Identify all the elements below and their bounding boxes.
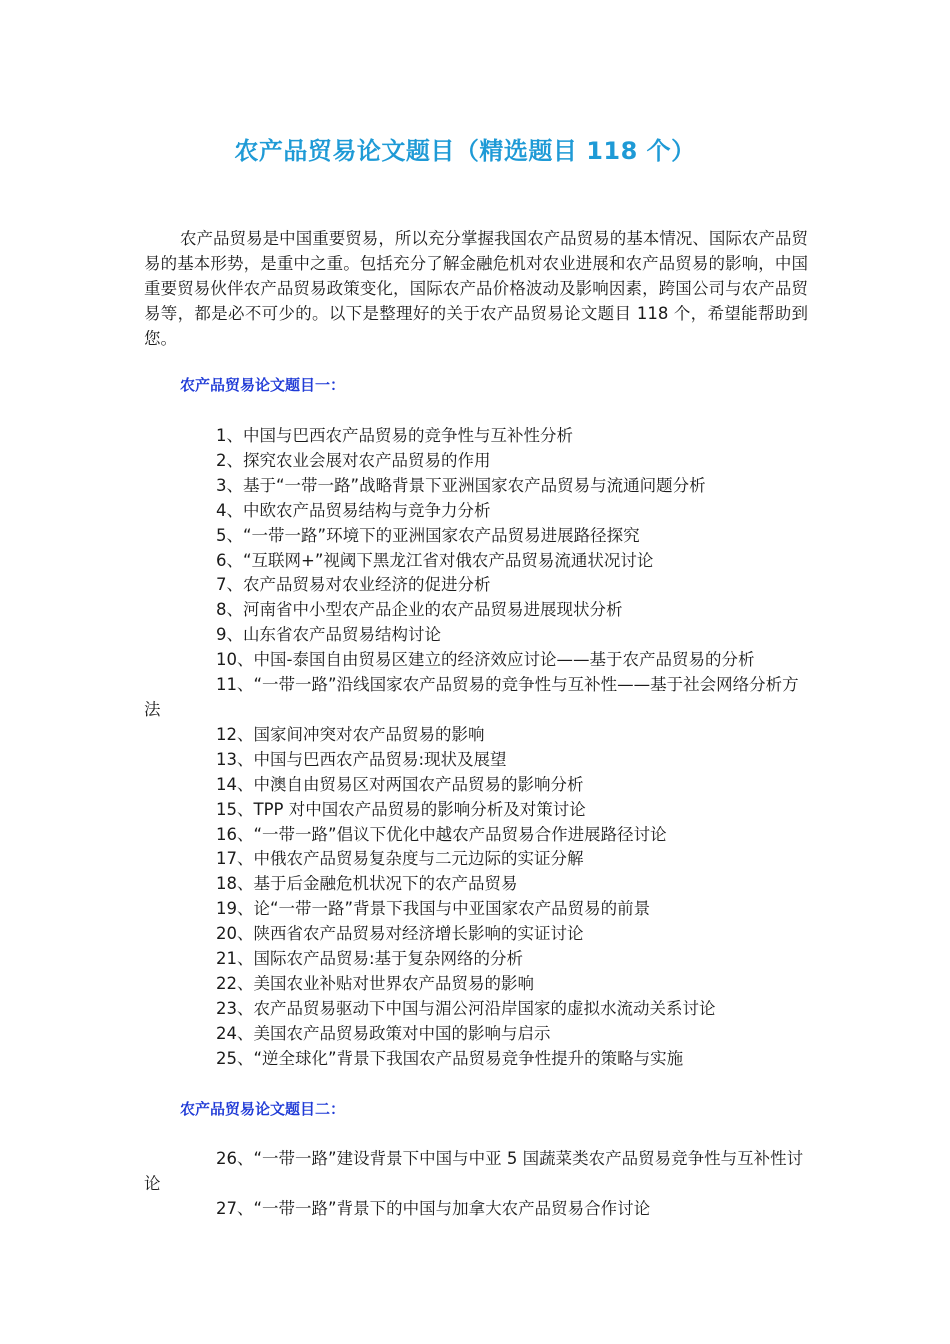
item-number: 9、	[216, 625, 243, 645]
item-number: 6、	[216, 550, 243, 570]
item-text: 中国-泰国自由贸易区建立的经济效应讨论——基于农产品贸易的分析	[253, 650, 755, 670]
item-number: 20、	[216, 924, 254, 944]
item-text: “一带一路”倡议下优化中越农产品贸易合作进展路径讨论	[253, 824, 667, 844]
item-number: 21、	[216, 949, 254, 969]
item-number: 13、	[216, 749, 254, 769]
list-item	[144, 773, 810, 798]
list-item	[144, 648, 810, 673]
list-item	[144, 947, 810, 972]
item-text: 山东省农产品贸易结构讨论	[243, 625, 441, 645]
item-number: 27、	[216, 1198, 254, 1218]
list-item	[144, 748, 810, 773]
list-item	[144, 897, 810, 922]
list-item	[144, 474, 810, 499]
item-text: 中俄农产品贸易复杂度与二元边际的实证分解	[253, 849, 584, 869]
item-text: 中国与巴西农产品贸易:现状及展望	[253, 749, 507, 769]
list-item	[144, 1047, 810, 1072]
item-text: 河南省中小型农产品企业的农产品贸易进展现状分析	[243, 600, 623, 620]
item-text: “一带一路”建设背景下中国与中亚 5 国蔬菜类农产品贸易竞争性与互补性讨论	[144, 1149, 804, 1193]
list-item	[144, 424, 810, 449]
list-item	[144, 997, 810, 1022]
list-item	[144, 723, 810, 748]
item-text: 基于后金融危机状况下的农产品贸易	[253, 874, 518, 894]
item-text: 中欧农产品贸易结构与竞争力分析	[243, 500, 491, 520]
item-number: 24、	[216, 1023, 254, 1043]
list-item	[144, 1197, 810, 1222]
item-number: 7、	[216, 575, 243, 595]
item-number: 26、	[216, 1149, 254, 1168]
item-text: 美国农业补贴对世界农产品贸易的影响	[253, 973, 534, 993]
list-item	[144, 798, 810, 823]
item-number: 14、	[216, 774, 254, 794]
item-number: 19、	[216, 899, 254, 919]
item-text: 农产品贸易驱动下中国与湄公河沿岸国家的虚拟水流动关系讨论	[253, 998, 716, 1018]
item-number: 5、	[216, 525, 243, 545]
item-text: 国际农产品贸易:基于复杂网络的分析	[253, 949, 524, 969]
list-item	[144, 872, 810, 897]
item-text: 基于“一带一路”战略背景下亚洲国家农产品贸易与流通问题分析	[243, 475, 706, 495]
item-text: “逆全球化”背景下我国农产品贸易竞争性提升的策略与实施	[253, 1048, 684, 1068]
list-item	[144, 573, 810, 598]
list-item	[144, 673, 810, 723]
item-number: 1、	[216, 426, 243, 445]
topic-list-1	[144, 424, 810, 1072]
item-number: 25、	[216, 1048, 254, 1068]
item-text: 探究农业会展对农产品贸易的作用	[243, 450, 491, 470]
item-text: 国家间冲突对农产品贸易的影响	[253, 724, 485, 744]
item-number: 2、	[216, 450, 243, 470]
item-number: 15、	[216, 799, 254, 819]
item-number: 10、	[216, 650, 254, 670]
item-text: “一带一路”背景下的中国与加拿大农产品贸易合作讨论	[253, 1198, 651, 1218]
item-text: 论“一带一路”背景下我国与中亚国家农产品贸易的前景	[253, 899, 651, 919]
item-number: 22、	[216, 973, 254, 993]
topic-list-2	[144, 1147, 810, 1222]
item-text: “一带一路”沿线国家农产品贸易的竞争性与互补性——基于社会网络分析方法	[144, 675, 799, 719]
section-heading-1: 农产品贸易论文题目一：	[180, 376, 346, 394]
section-heading-2: 农产品贸易论文题目二：	[180, 1100, 346, 1118]
list-item	[144, 598, 810, 623]
list-item	[144, 823, 810, 848]
list-item	[144, 623, 810, 648]
item-text: “互联网+”视阈下黑龙江省对俄农产品贸易流通状况讨论	[243, 550, 654, 570]
list-item	[144, 449, 810, 474]
list-item	[144, 1022, 810, 1047]
list-item	[144, 847, 810, 872]
item-text: 中国与巴西农产品贸易的竞争性与互补性分析	[243, 426, 573, 445]
item-text: TPP 对中国农产品贸易的影响分析及对策讨论	[253, 799, 586, 819]
item-text: 美国农产品贸易政策对中国的影响与启示	[253, 1023, 551, 1043]
item-number: 18、	[216, 874, 254, 894]
item-number: 11、	[216, 675, 254, 695]
item-number: 16、	[216, 824, 254, 844]
item-text: 农产品贸易对农业经济的促进分析	[243, 575, 491, 595]
list-item	[144, 1147, 810, 1197]
item-number: 17、	[216, 849, 254, 869]
item-number: 4、	[216, 500, 243, 520]
item-text: 陕西省农产品贸易对经济增长影响的实证讨论	[253, 924, 584, 944]
item-number: 23、	[216, 998, 254, 1018]
item-number: 3、	[216, 475, 243, 495]
list-item	[144, 972, 810, 997]
list-item	[144, 499, 810, 524]
item-number: 12、	[216, 724, 254, 744]
document-title: 农产品贸易论文题目（精选题目 118 个）	[234, 137, 696, 165]
item-text: “一带一路”环境下的亚洲国家农产品贸易进展路径探究	[243, 525, 640, 545]
list-item	[144, 922, 810, 947]
item-number: 8、	[216, 600, 243, 620]
list-item	[144, 549, 810, 574]
intro-paragraph: 农产品贸易是中国重要贸易，所以充分掌握我国农产品贸易的基本情况、国际农产品贸易的基本形势，是重中之重。包括充分了解金融危机对农业进展和农产品贸易的影响，中国重要贸易伙伴农产品贸易政策变化，国际农产品价格波动及影响因素，跨国公司与农产品贸易等，都是必不可少的。以下是整理好的关于农产品贸易论文题目 118 个，希望能帮助到您。	[144, 229, 808, 348]
item-text: 中澳自由贸易区对两国农产品贸易的影响分析	[253, 774, 584, 794]
list-item	[144, 524, 810, 549]
